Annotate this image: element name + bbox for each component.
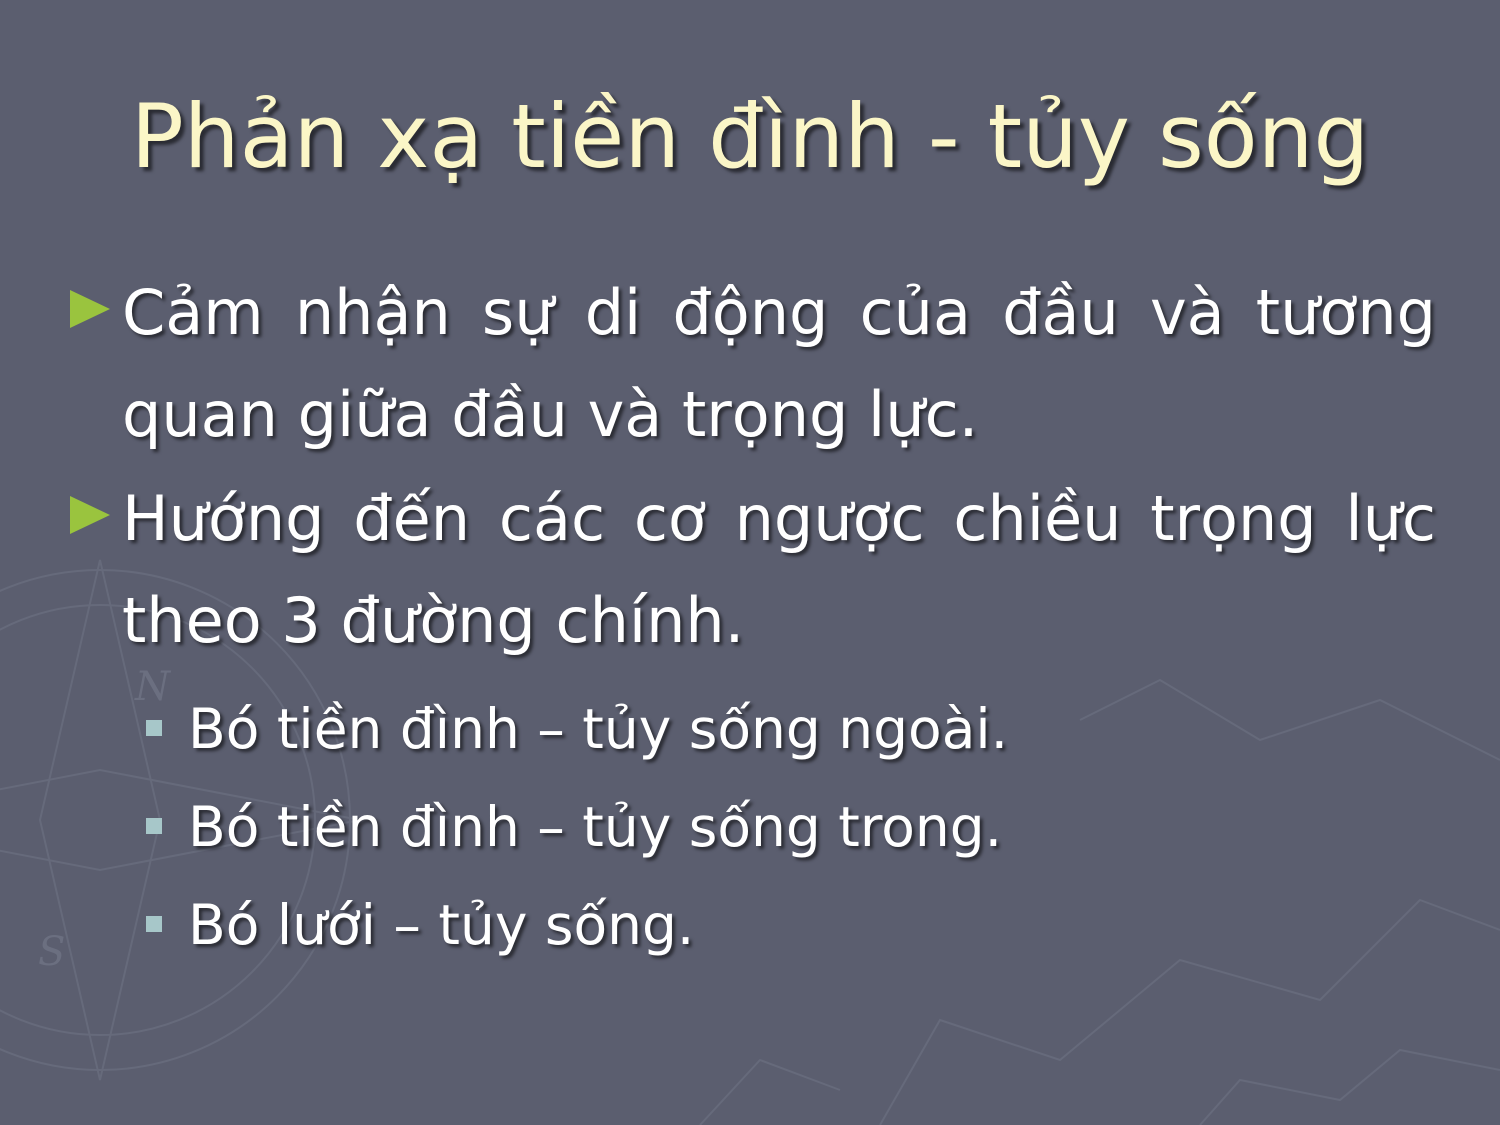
bullet-item — [70, 468, 1436, 672]
svg-text:S: S — [38, 929, 66, 975]
sub-bullet-text: Bó lưới – tủy sống. — [188, 893, 695, 957]
bullet-item — [70, 262, 1436, 466]
triangle-arrow-icon — [70, 290, 110, 328]
square-bullet-icon — [146, 916, 162, 932]
triangle-arrow-icon — [70, 496, 110, 534]
sub-bullet-text: Bó tiền đình – tủy sống trong. — [188, 795, 1003, 859]
square-bullet-icon — [146, 818, 162, 834]
svg-text:N: N — [135, 664, 170, 710]
sub-bullet-item — [146, 792, 1002, 862]
bullet-text: Hướng đến các cơ ngược chiều trọng lực theo 3 đường chính. — [122, 482, 1436, 657]
bullet-text: Cảm nhận sự di động của đầu và tương quan giữa đầu và trọng lực. — [122, 276, 1436, 451]
sub-bullet-item — [146, 890, 694, 960]
slide-title: Phản xạ tiền đình - tủy sống — [130, 85, 1370, 188]
sub-bullet-text: Bó tiền đình – tủy sống ngoài. — [188, 697, 1009, 761]
sub-bullet-item — [146, 694, 1008, 764]
square-bullet-icon — [146, 720, 162, 736]
